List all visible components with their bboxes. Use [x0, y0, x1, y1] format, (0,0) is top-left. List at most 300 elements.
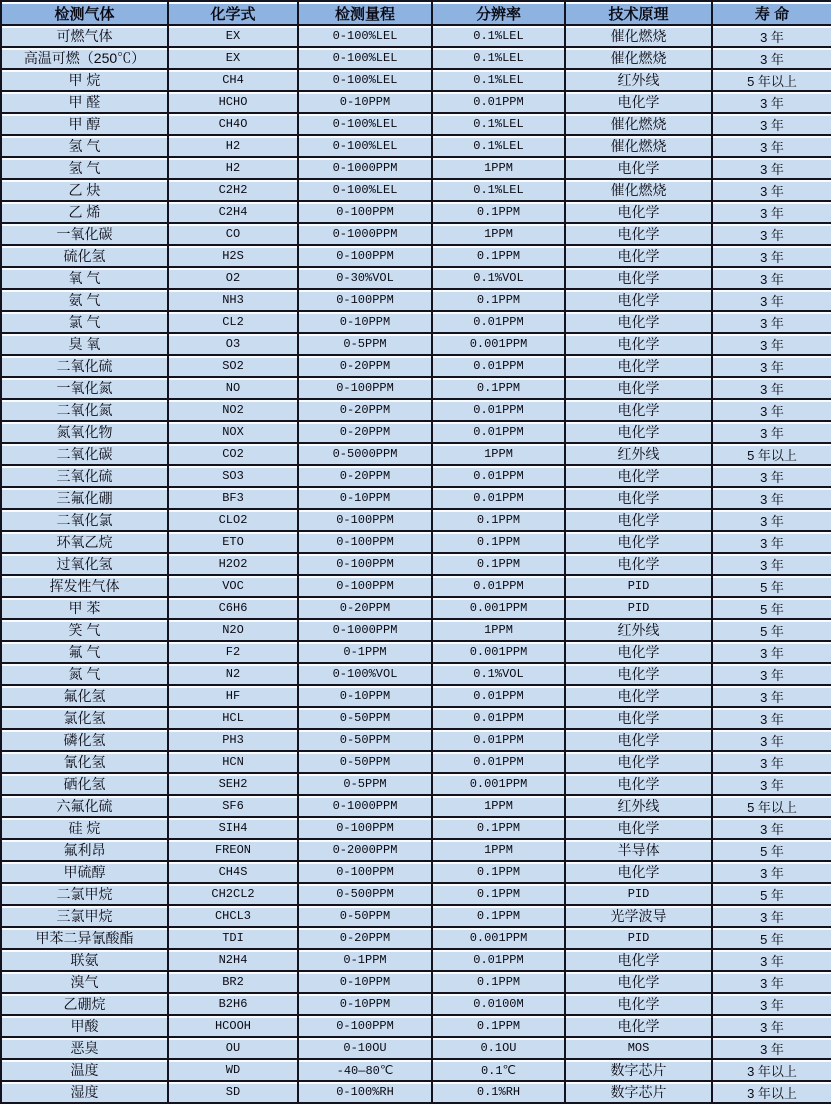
column-header-lifespan: 寿 命	[712, 1, 831, 25]
cell-range: 0-100PPM	[298, 201, 432, 223]
cell-principle: PID	[565, 575, 712, 597]
cell-formula: H2	[168, 135, 298, 157]
cell-principle: 电化学	[565, 311, 712, 333]
table-row	[1, 443, 831, 465]
cell-formula: VOC	[168, 575, 298, 597]
cell-gas: 恶臭	[1, 1037, 168, 1059]
cell-principle: 电化学	[565, 553, 712, 575]
cell-principle: PID	[565, 927, 712, 949]
cell-lifespan: 3 年	[712, 245, 831, 267]
cell-resolution: 0.01PPM	[432, 399, 565, 421]
table-row	[1, 25, 831, 47]
cell-range: 0-20PPM	[298, 597, 432, 619]
cell-gas: 氨 气	[1, 289, 168, 311]
cell-lifespan: 3 年以上	[712, 1081, 831, 1103]
cell-resolution: 1PPM	[432, 443, 565, 465]
table-row	[1, 1015, 831, 1037]
cell-lifespan: 3 年	[712, 201, 831, 223]
cell-lifespan: 3 年	[712, 311, 831, 333]
cell-resolution: 0.1%LEL	[432, 69, 565, 91]
cell-principle: 催化燃烧	[565, 113, 712, 135]
cell-formula: N2H4	[168, 949, 298, 971]
table-row	[1, 135, 831, 157]
table-row	[1, 421, 831, 443]
table-row	[1, 751, 831, 773]
table-row	[1, 553, 831, 575]
table-row	[1, 971, 831, 993]
cell-resolution: 1PPM	[432, 839, 565, 861]
cell-gas: 过氧化氢	[1, 553, 168, 575]
cell-range: 0-10PPM	[298, 993, 432, 1015]
cell-resolution: 0.001PPM	[432, 927, 565, 949]
cell-lifespan: 5 年	[712, 927, 831, 949]
cell-gas: 甲酸	[1, 1015, 168, 1037]
cell-range: 0-100%RH	[298, 1081, 432, 1103]
cell-formula: OU	[168, 1037, 298, 1059]
cell-lifespan: 3 年	[712, 223, 831, 245]
table-row	[1, 509, 831, 531]
cell-resolution: 0.1%VOL	[432, 663, 565, 685]
cell-lifespan: 3 年	[712, 421, 831, 443]
cell-principle: 催化燃烧	[565, 179, 712, 201]
cell-formula: F2	[168, 641, 298, 663]
cell-principle: 电化学	[565, 707, 712, 729]
cell-gas: 氯化氢	[1, 707, 168, 729]
cell-formula: TDI	[168, 927, 298, 949]
cell-range: 0-20PPM	[298, 355, 432, 377]
table-row	[1, 1059, 831, 1081]
column-header-principle: 技术原理	[565, 1, 712, 25]
cell-resolution: 0.1PPM	[432, 971, 565, 993]
table-row	[1, 861, 831, 883]
cell-range: 0-100PPM	[298, 289, 432, 311]
cell-principle: 电化学	[565, 729, 712, 751]
table-row	[1, 575, 831, 597]
cell-lifespan: 5 年	[712, 575, 831, 597]
table-row	[1, 69, 831, 91]
cell-range: 0-10PPM	[298, 91, 432, 113]
cell-resolution: 0.01PPM	[432, 729, 565, 751]
cell-lifespan: 3 年	[712, 707, 831, 729]
cell-formula: N2	[168, 663, 298, 685]
cell-formula: HF	[168, 685, 298, 707]
cell-resolution: 0.001PPM	[432, 333, 565, 355]
cell-gas: 三氟化硼	[1, 487, 168, 509]
cell-formula: SEH2	[168, 773, 298, 795]
cell-gas: 二氧化碳	[1, 443, 168, 465]
cell-gas: 氯 气	[1, 311, 168, 333]
cell-range: 0-50PPM	[298, 905, 432, 927]
cell-formula: CL2	[168, 311, 298, 333]
cell-gas: 联氨	[1, 949, 168, 971]
cell-resolution: 0.001PPM	[432, 597, 565, 619]
cell-lifespan: 3 年	[712, 47, 831, 69]
table-row	[1, 905, 831, 927]
table-row	[1, 663, 831, 685]
cell-lifespan: 3 年	[712, 993, 831, 1015]
cell-principle: MOS	[565, 1037, 712, 1059]
cell-principle: 红外线	[565, 795, 712, 817]
cell-gas: 挥发性气体	[1, 575, 168, 597]
cell-gas: 硒化氢	[1, 773, 168, 795]
cell-principle: PID	[565, 883, 712, 905]
cell-range: 0-2000PPM	[298, 839, 432, 861]
cell-lifespan: 3 年	[712, 377, 831, 399]
cell-principle: 催化燃烧	[565, 47, 712, 69]
cell-lifespan: 3 年	[712, 399, 831, 421]
table-row	[1, 267, 831, 289]
cell-formula: WD	[168, 1059, 298, 1081]
cell-lifespan: 5 年	[712, 597, 831, 619]
cell-gas: 乙 炔	[1, 179, 168, 201]
cell-resolution: 0.1PPM	[432, 245, 565, 267]
cell-gas: 甲 醛	[1, 91, 168, 113]
cell-formula: CH2CL2	[168, 883, 298, 905]
cell-gas: 乙 烯	[1, 201, 168, 223]
cell-principle: 电化学	[565, 641, 712, 663]
table-row	[1, 949, 831, 971]
cell-gas: 二氧化氯	[1, 509, 168, 531]
cell-gas: 氟 气	[1, 641, 168, 663]
cell-formula: CO2	[168, 443, 298, 465]
cell-lifespan: 3 年	[712, 817, 831, 839]
cell-formula: CLO2	[168, 509, 298, 531]
cell-range: 0-100%LEL	[298, 25, 432, 47]
cell-resolution: 1PPM	[432, 157, 565, 179]
cell-gas: 环氧乙烷	[1, 531, 168, 553]
cell-resolution: 0.1%LEL	[432, 179, 565, 201]
cell-resolution: 0.1PPM	[432, 861, 565, 883]
cell-range: 0-100PPM	[298, 553, 432, 575]
cell-lifespan: 3 年	[712, 289, 831, 311]
table-row	[1, 289, 831, 311]
cell-gas: 甲硫醇	[1, 861, 168, 883]
cell-range: 0-1000PPM	[298, 795, 432, 817]
table-row	[1, 1081, 831, 1103]
cell-range: 0-30%VOL	[298, 267, 432, 289]
cell-range: 0-100%VOL	[298, 663, 432, 685]
cell-gas: 可燃气体	[1, 25, 168, 47]
table-row	[1, 157, 831, 179]
column-header-gas: 检测气体	[1, 1, 168, 25]
table-row	[1, 179, 831, 201]
cell-lifespan: 3 年	[712, 333, 831, 355]
cell-formula: H2S	[168, 245, 298, 267]
cell-formula: N2O	[168, 619, 298, 641]
cell-range: 0-100PPM	[298, 531, 432, 553]
table-row	[1, 773, 831, 795]
cell-principle: 电化学	[565, 289, 712, 311]
cell-lifespan: 3 年	[712, 91, 831, 113]
table-row	[1, 883, 831, 905]
cell-gas: 二氧化氮	[1, 399, 168, 421]
cell-range: 0-100PPM	[298, 817, 432, 839]
cell-range: 0-5PPM	[298, 773, 432, 795]
cell-resolution: 0.1PPM	[432, 289, 565, 311]
cell-range: 0-10PPM	[298, 311, 432, 333]
cell-lifespan: 3 年	[712, 465, 831, 487]
cell-gas: 氮氧化物	[1, 421, 168, 443]
cell-formula: CHCL3	[168, 905, 298, 927]
cell-gas: 溴气	[1, 971, 168, 993]
cell-formula: SIH4	[168, 817, 298, 839]
cell-gas: 甲 烷	[1, 69, 168, 91]
cell-gas: 磷化氢	[1, 729, 168, 751]
cell-formula: NH3	[168, 289, 298, 311]
cell-lifespan: 3 年	[712, 113, 831, 135]
cell-gas: 笑 气	[1, 619, 168, 641]
cell-range: 0-100%LEL	[298, 47, 432, 69]
cell-range: 0-50PPM	[298, 751, 432, 773]
cell-principle: 电化学	[565, 157, 712, 179]
cell-lifespan: 3 年	[712, 751, 831, 773]
cell-gas: 二氧化硫	[1, 355, 168, 377]
cell-range: 0-100PPM	[298, 1015, 432, 1037]
cell-principle: 半导体	[565, 839, 712, 861]
cell-range: 0-500PPM	[298, 883, 432, 905]
cell-lifespan: 3 年	[712, 531, 831, 553]
cell-principle: 电化学	[565, 201, 712, 223]
cell-resolution: 0.001PPM	[432, 773, 565, 795]
cell-lifespan: 3 年	[712, 971, 831, 993]
cell-formula: CH4	[168, 69, 298, 91]
cell-lifespan: 3 年	[712, 861, 831, 883]
cell-range: 0-100PPM	[298, 245, 432, 267]
cell-principle: 光学波导	[565, 905, 712, 927]
cell-principle: 红外线	[565, 69, 712, 91]
cell-formula: C2H2	[168, 179, 298, 201]
cell-principle: 电化学	[565, 487, 712, 509]
cell-principle: PID	[565, 597, 712, 619]
cell-formula: HCL	[168, 707, 298, 729]
cell-formula: O3	[168, 333, 298, 355]
cell-lifespan: 3 年	[712, 25, 831, 47]
cell-gas: 一氧化碳	[1, 223, 168, 245]
cell-lifespan: 3 年	[712, 685, 831, 707]
cell-range: 0-100PPM	[298, 861, 432, 883]
cell-lifespan: 3 年	[712, 509, 831, 531]
cell-principle: 电化学	[565, 773, 712, 795]
cell-resolution: 0.1℃	[432, 1059, 565, 1081]
cell-resolution: 0.1%LEL	[432, 47, 565, 69]
cell-resolution: 0.1PPM	[432, 509, 565, 531]
cell-range: -40—80℃	[298, 1059, 432, 1081]
column-header-resolution: 分辨率	[432, 1, 565, 25]
cell-formula: HCN	[168, 751, 298, 773]
cell-range: 0-20PPM	[298, 927, 432, 949]
cell-formula: SD	[168, 1081, 298, 1103]
cell-lifespan: 3 年	[712, 663, 831, 685]
cell-formula: H2	[168, 157, 298, 179]
cell-lifespan: 5 年	[712, 839, 831, 861]
cell-lifespan: 3 年	[712, 773, 831, 795]
cell-range: 0-5PPM	[298, 333, 432, 355]
cell-resolution: 0.1PPM	[432, 553, 565, 575]
cell-gas: 六氟化硫	[1, 795, 168, 817]
table-row	[1, 465, 831, 487]
cell-gas: 臭 氧	[1, 333, 168, 355]
cell-lifespan: 3 年	[712, 135, 831, 157]
cell-lifespan: 3 年以上	[712, 1059, 831, 1081]
table-row	[1, 927, 831, 949]
cell-formula: EX	[168, 47, 298, 69]
cell-resolution: 0.1%LEL	[432, 135, 565, 157]
cell-lifespan: 3 年	[712, 487, 831, 509]
cell-resolution: 1PPM	[432, 223, 565, 245]
cell-principle: 数字芯片	[565, 1059, 712, 1081]
cell-formula: EX	[168, 25, 298, 47]
cell-gas: 甲 苯	[1, 597, 168, 619]
table-row	[1, 355, 831, 377]
cell-gas: 一氧化氮	[1, 377, 168, 399]
table-row	[1, 487, 831, 509]
cell-formula: CH4O	[168, 113, 298, 135]
cell-lifespan: 5 年	[712, 883, 831, 905]
cell-formula: BF3	[168, 487, 298, 509]
cell-gas: 氟化氢	[1, 685, 168, 707]
cell-lifespan: 3 年	[712, 157, 831, 179]
cell-range: 0-1PPM	[298, 641, 432, 663]
cell-gas: 甲 醇	[1, 113, 168, 135]
cell-principle: 电化学	[565, 817, 712, 839]
cell-formula: NO	[168, 377, 298, 399]
table-row	[1, 707, 831, 729]
cell-principle: 电化学	[565, 751, 712, 773]
cell-gas: 硫化氢	[1, 245, 168, 267]
cell-resolution: 0.1OU	[432, 1037, 565, 1059]
cell-principle: 催化燃烧	[565, 135, 712, 157]
cell-range: 0-50PPM	[298, 729, 432, 751]
cell-formula: HCOOH	[168, 1015, 298, 1037]
cell-lifespan: 5 年以上	[712, 69, 831, 91]
cell-range: 0-1PPM	[298, 949, 432, 971]
cell-formula: CO	[168, 223, 298, 245]
cell-gas: 氢 气	[1, 135, 168, 157]
table-row	[1, 311, 831, 333]
table-row	[1, 795, 831, 817]
cell-formula: CH4S	[168, 861, 298, 883]
cell-resolution: 0.01PPM	[432, 355, 565, 377]
table-row	[1, 839, 831, 861]
table-row	[1, 201, 831, 223]
cell-principle: 电化学	[565, 993, 712, 1015]
cell-principle: 电化学	[565, 333, 712, 355]
table-row	[1, 1037, 831, 1059]
cell-lifespan: 3 年	[712, 1015, 831, 1037]
cell-gas: 湿度	[1, 1081, 168, 1103]
cell-resolution: 0.0100M	[432, 993, 565, 1015]
cell-gas: 氰化氢	[1, 751, 168, 773]
cell-principle: 电化学	[565, 663, 712, 685]
cell-principle: 电化学	[565, 949, 712, 971]
cell-range: 0-20PPM	[298, 399, 432, 421]
cell-resolution: 0.01PPM	[432, 311, 565, 333]
cell-gas: 甲苯二异氰酸酯	[1, 927, 168, 949]
cell-principle: 红外线	[565, 443, 712, 465]
cell-principle: 电化学	[565, 91, 712, 113]
cell-formula: NOX	[168, 421, 298, 443]
cell-gas: 高温可燃（250℃）	[1, 47, 168, 69]
cell-lifespan: 3 年	[712, 553, 831, 575]
cell-range: 0-1000PPM	[298, 157, 432, 179]
cell-resolution: 0.1PPM	[432, 905, 565, 927]
cell-lifespan: 5 年以上	[712, 443, 831, 465]
cell-gas: 三氯甲烷	[1, 905, 168, 927]
cell-range: 0-10PPM	[298, 685, 432, 707]
table-body	[1, 25, 831, 1103]
cell-formula: SO2	[168, 355, 298, 377]
cell-principle: 电化学	[565, 465, 712, 487]
cell-resolution: 0.01PPM	[432, 751, 565, 773]
cell-lifespan: 3 年	[712, 949, 831, 971]
table-row	[1, 223, 831, 245]
cell-resolution: 0.001PPM	[432, 641, 565, 663]
cell-principle: 电化学	[565, 509, 712, 531]
cell-resolution: 0.1PPM	[432, 817, 565, 839]
cell-formula: SO3	[168, 465, 298, 487]
table-row	[1, 531, 831, 553]
cell-principle: 电化学	[565, 245, 712, 267]
cell-resolution: 0.01PPM	[432, 465, 565, 487]
cell-resolution: 1PPM	[432, 795, 565, 817]
cell-resolution: 0.1%LEL	[432, 25, 565, 47]
cell-gas: 氧 气	[1, 267, 168, 289]
table-row	[1, 597, 831, 619]
cell-resolution: 0.1PPM	[432, 1015, 565, 1037]
cell-range: 0-100%LEL	[298, 69, 432, 91]
cell-resolution: 0.1%RH	[432, 1081, 565, 1103]
cell-lifespan: 3 年	[712, 1037, 831, 1059]
cell-resolution: 0.1%VOL	[432, 267, 565, 289]
cell-principle: 电化学	[565, 685, 712, 707]
cell-principle: 电化学	[565, 971, 712, 993]
cell-resolution: 0.01PPM	[432, 421, 565, 443]
cell-formula: O2	[168, 267, 298, 289]
table-row	[1, 729, 831, 751]
table-row	[1, 333, 831, 355]
cell-lifespan: 3 年	[712, 267, 831, 289]
cell-range: 0-50PPM	[298, 707, 432, 729]
cell-principle: 电化学	[565, 223, 712, 245]
cell-range: 0-10OU	[298, 1037, 432, 1059]
cell-resolution: 0.01PPM	[432, 91, 565, 113]
cell-principle: 催化燃烧	[565, 25, 712, 47]
table-row	[1, 399, 831, 421]
cell-gas: 二氯甲烷	[1, 883, 168, 905]
table-row	[1, 817, 831, 839]
cell-lifespan: 3 年	[712, 729, 831, 751]
cell-principle: 电化学	[565, 531, 712, 553]
cell-principle: 电化学	[565, 377, 712, 399]
table-row	[1, 377, 831, 399]
cell-range: 0-100PPM	[298, 509, 432, 531]
header-row	[1, 1, 831, 25]
cell-range: 0-100%LEL	[298, 179, 432, 201]
cell-formula: HCHO	[168, 91, 298, 113]
cell-gas: 氟利昂	[1, 839, 168, 861]
cell-gas: 温度	[1, 1059, 168, 1081]
cell-lifespan: 5 年以上	[712, 795, 831, 817]
cell-resolution: 0.1PPM	[432, 201, 565, 223]
cell-formula: FREON	[168, 839, 298, 861]
cell-resolution: 0.01PPM	[432, 949, 565, 971]
cell-resolution: 0.01PPM	[432, 575, 565, 597]
cell-principle: 电化学	[565, 1015, 712, 1037]
cell-principle: 电化学	[565, 355, 712, 377]
cell-range: 0-20PPM	[298, 421, 432, 443]
cell-formula: H2O2	[168, 553, 298, 575]
cell-resolution: 0.1PPM	[432, 531, 565, 553]
